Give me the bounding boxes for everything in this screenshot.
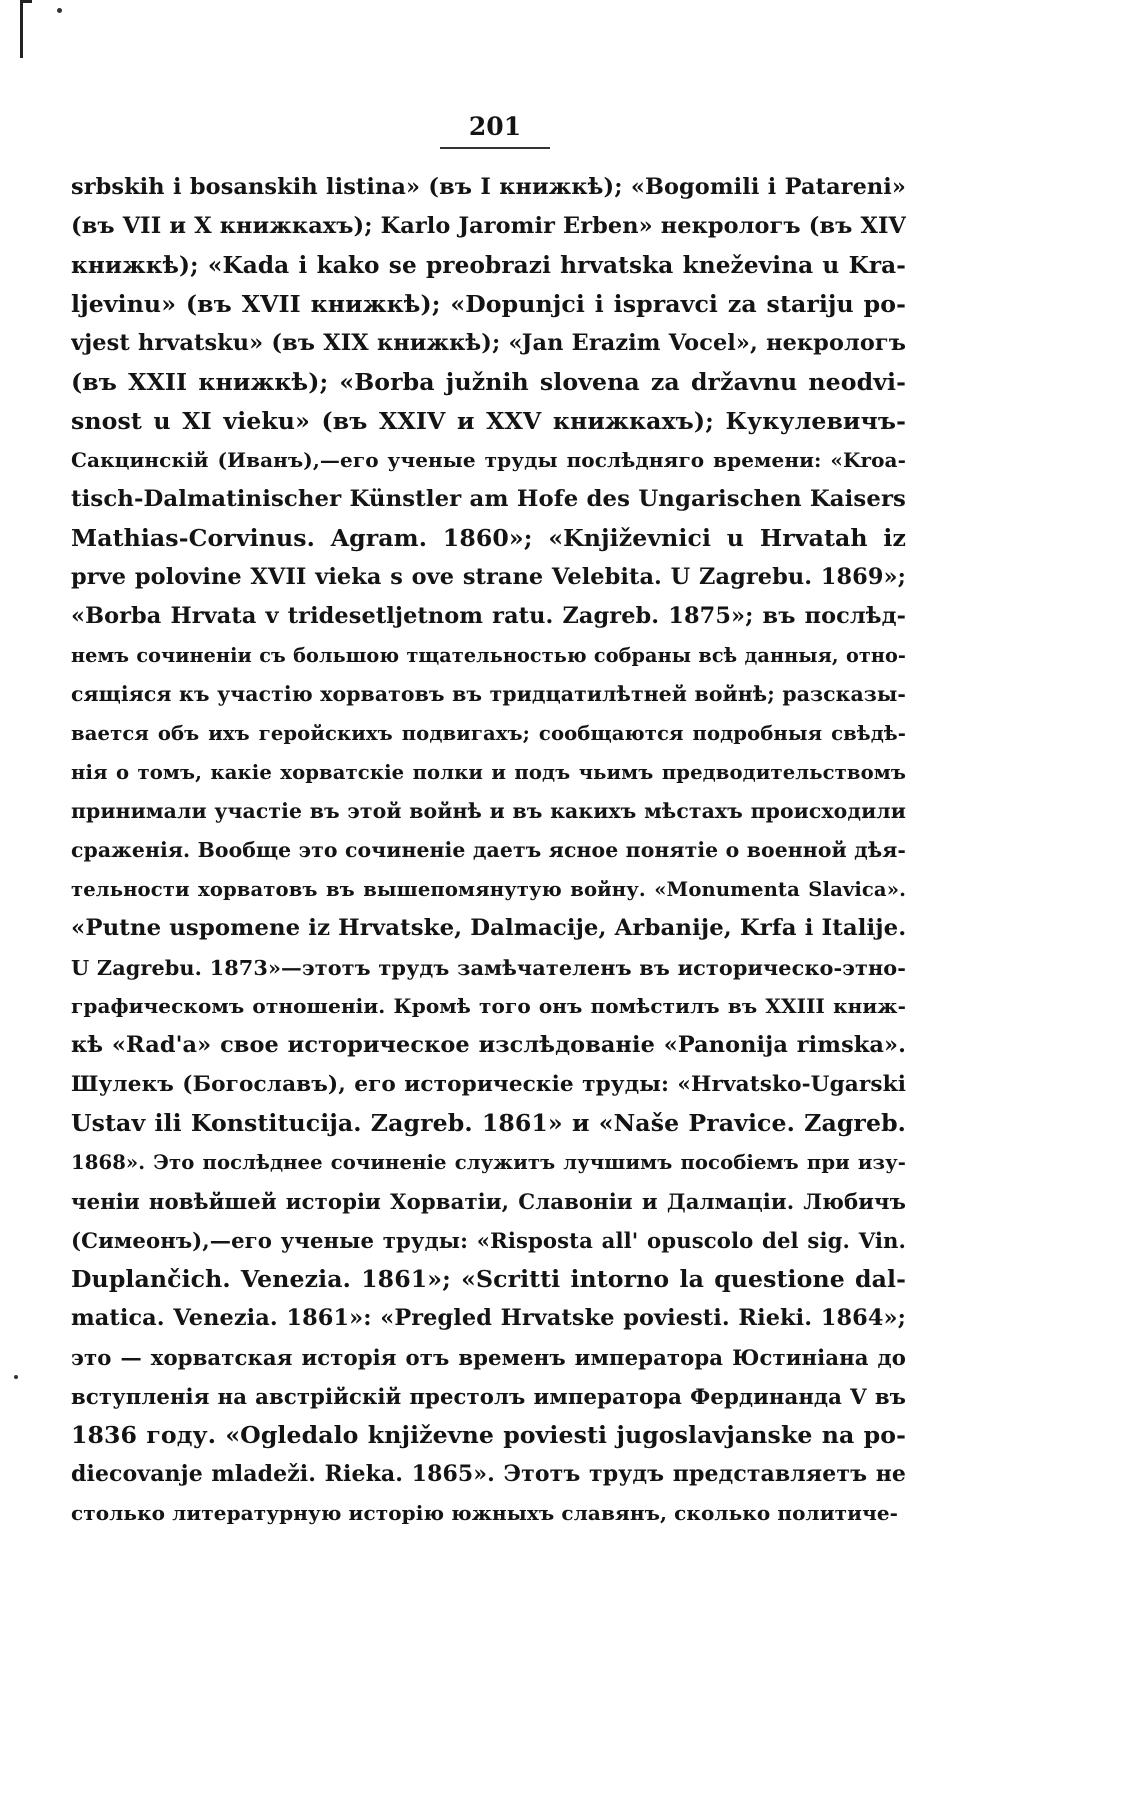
text-line: тельности хорватовъ въ вышепомянутую войну. «Monumenta Slavica». — [71, 878, 906, 901]
text-line: 1836 году. «Ogledalo književne poviesti jugoslavjanske na po- — [71, 1421, 906, 1449]
text-line: книжкѣ); «Kada i kako se preobrazi hrvatska kneževina u Kra- — [71, 252, 906, 279]
text-line: сраженія. Вообще это сочиненіе даетъ ясное понятіе о военной дѣя- — [71, 838, 906, 862]
text-line: (въ XXII книжкѣ); «Borba južnih slovena za državnu neodvi- — [71, 368, 906, 396]
text-line: dieсоvanje mladeži. Rieka. 1865». Этотъ трудъ представляетъ не — [71, 1461, 906, 1487]
text-line: сящіяся къ участію хорватовъ въ тридцатилѣтней войнѣ; разсказы- — [71, 682, 906, 706]
text-line: ченіи новѣйшей исторіи Хорватіи, Славоніи и Далмаціи. Любичъ — [71, 1189, 906, 1214]
text-line: это — хорватская исторія отъ временъ императора Юстиніана до — [71, 1345, 906, 1370]
text-line: Duplančich. Venezia. 1861»; «Scritti intorno la questione dal- — [71, 1265, 906, 1293]
scan-corner-mark — [20, 0, 23, 58]
text-line: vjest hrvatsku» (въ XIX книжкѣ); «Jan Erazim Vocel», некрологъ — [71, 330, 906, 356]
text-line: столько литературную исторію южныхъ славянъ, сколько политиче- — [71, 1501, 899, 1525]
text-line: Mathias-Corvinus. Agram. 1860»; «Književnici u Hrvatah iz — [71, 524, 906, 552]
text-line: srbskih i bosanskih listina» (въ I книжкѣ); «Bogomili i Patareni» — [71, 174, 906, 200]
text-line: (Симеонъ),—его ученые труды: «Risposta all' opuscolo del sig. Vin. — [71, 1228, 906, 1253]
text-line: немъ сочиненіи съ большою тщательностью собраны всѣ данныя, отно- — [71, 644, 906, 667]
text-line: кѣ «Rad'a» свое историческое изслѣдованіе «Panonija rimska». — [71, 1032, 906, 1058]
page-number: 201 — [468, 112, 522, 141]
scan-speck — [57, 8, 62, 13]
text-line: ljevinu» (въ XVII книжкѣ); «Dopunjci i ispravci za stariju po- — [71, 290, 906, 318]
text-line: принимали участіе въ этой войнѣ и въ какихъ мѣстахъ происходили — [71, 799, 906, 823]
scan-corner-mark-horizontal — [20, 0, 32, 3]
text-line: графическомъ отношеніи. Кромѣ того онъ помѣстилъ въ XXIII книж- — [71, 994, 906, 1018]
text-line: нія о томъ, какіе хорватскіе полки и подъ чьимъ предводительствомъ — [71, 761, 906, 784]
text-line: tisch-Dalmatinischer Künstler am Hofe des Ungarischen Kaisers — [71, 486, 906, 512]
text-line: Шулекъ (Богославъ), его историческіе труды: «Hrvatsko-Ugarski — [71, 1072, 906, 1097]
text-line: snost u XI vieku» (въ XXIV и XXV книжкахъ); Кукулевичъ- — [71, 407, 906, 435]
text-line: matica. Venezia. 1861»: «Pregled Hrvatske poviesti. Rieki. 1864»; — [71, 1305, 906, 1331]
text-line: 1868». Это послѣднее сочиненіе служитъ лучшимъ пособіемъ при изу- — [71, 1151, 906, 1174]
text-line: «Putne uspomene iz Hrvatske, Dalmacije, Arbanije, Krfa i Italije. — [71, 915, 906, 941]
text-line: prve polovine XVII vieka s ove strane Velebita. U Zagrebu. 1869»; — [71, 564, 906, 590]
text-line: U Zagrebu. 1873»—этотъ трудъ замѣчателенъ въ историческо-этно- — [71, 955, 906, 980]
page-body-text — [71, 168, 906, 1533]
text-line: Сакцинскій (Иванъ),—его ученые труды послѣдняго времени: «Kroa- — [71, 448, 906, 472]
text-line: вается объ ихъ геройскихъ подвигахъ; сообщаются подробныя свѣдѣ- — [71, 722, 906, 745]
text-line: Ustav ili Konstitucija. Zagreb. 1861» и «Naše Pravice. Zagreb. — [71, 1109, 906, 1137]
text-line: вступленія на австрійскій престолъ императора Фердинанда V въ — [71, 1384, 906, 1409]
page-number-rule — [440, 147, 550, 149]
text-line: «Borba Hrvata v tridesetljetnom ratu. Zagreb. 1875»; въ послѣд- — [71, 603, 906, 629]
scan-speck — [14, 1375, 18, 1379]
text-line: (въ VII и X книжкахъ); Karlo Jaromir Erben» некрологъ (въ XIV — [71, 213, 906, 239]
